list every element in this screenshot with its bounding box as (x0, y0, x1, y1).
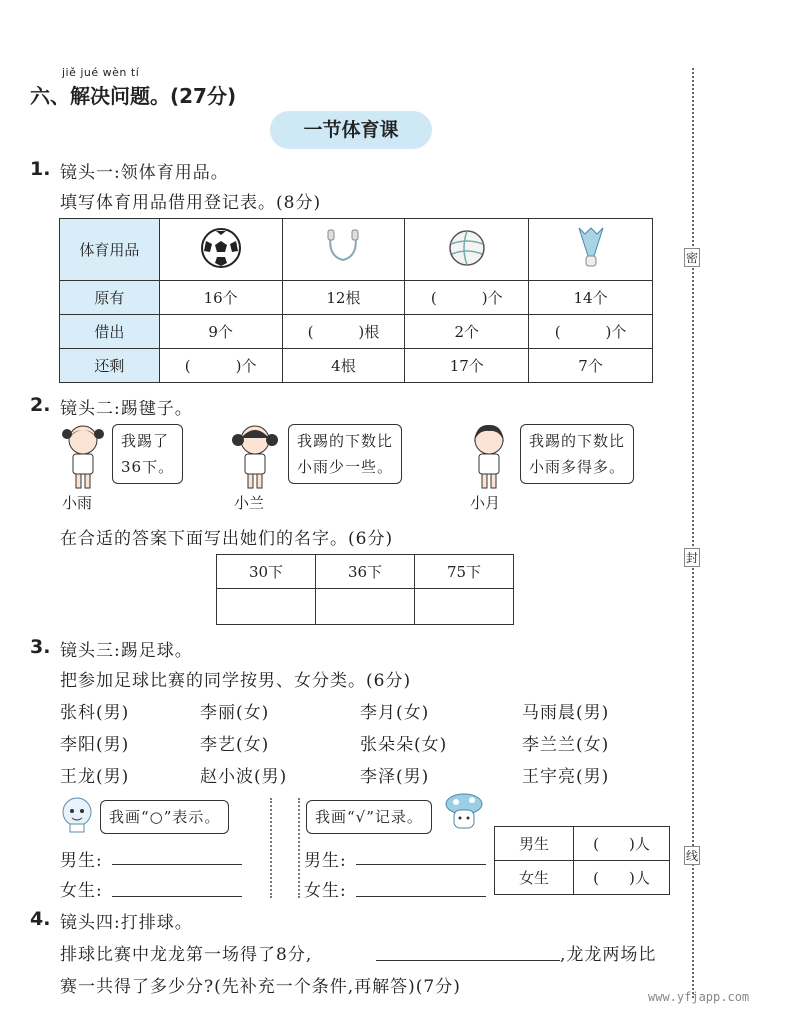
bubble-line: 36下。 (121, 458, 175, 476)
name-answer-cell[interactable] (415, 589, 514, 625)
topic-banner: 一节体育课 (270, 111, 432, 149)
margin-label-feng: 封 (684, 548, 700, 567)
q1-subtitle: 填写体育用品借用登记表。(8分) (60, 193, 322, 213)
bubble-line: 小雨多得多。 (529, 458, 626, 476)
speech-bubble-xiaoyue (520, 424, 634, 484)
table-cell: 17个 (405, 349, 529, 383)
q3-instruction: 把参加足球比赛的同学按男、女分类。(6分) (60, 671, 412, 691)
bubble-line: 小雨少一些。 (297, 458, 394, 476)
student-name: 李丽(女) (200, 703, 270, 723)
girl-name: 小兰 (234, 494, 265, 512)
student-name: 张朵朵(女) (360, 735, 448, 755)
student-name: 张科(男) (60, 703, 130, 723)
student-name: 王龙(男) (60, 767, 130, 787)
speech-bubble-xiaolan (288, 424, 402, 484)
girl-xiaoyu-illustration (56, 420, 110, 494)
male-label: 男生: (60, 851, 103, 871)
student-name: 李月(女) (360, 703, 430, 723)
answer-blank[interactable]: ( )个 (405, 281, 529, 315)
female-label: 女生: (304, 881, 347, 901)
volleyball-icon (405, 219, 529, 281)
watermark: www.yfjapp.com (648, 990, 750, 1004)
name-answer-cell[interactable] (217, 589, 316, 625)
student-name: 李阳(男) (60, 735, 130, 755)
row-label: 还剩 (60, 349, 160, 383)
soccer-ball-icon (159, 219, 282, 281)
panel-divider (298, 798, 300, 898)
q3-title: 镜头三:踢足球。 (60, 641, 193, 661)
option-cell: 36下 (316, 555, 415, 589)
girl-xiaoyue-illustration (462, 420, 516, 494)
table-cell: 4根 (282, 349, 405, 383)
table-header-cell: 体育用品 (60, 219, 160, 281)
answer-blank[interactable]: ( )个 (159, 349, 282, 383)
table-cell: 2个 (405, 315, 529, 349)
count-blank[interactable]: ( )人 (574, 861, 670, 895)
bubble-line: 我踢的下数比 (297, 432, 394, 450)
q4-number: 4. (30, 908, 51, 930)
q4-line2: 赛一共得了多少分?(先补充一个条件,再解答)(7分) (60, 977, 461, 997)
row-label: 借出 (60, 315, 160, 349)
answer-blank[interactable]: ( )个 (529, 315, 653, 349)
female-tally-line[interactable] (356, 896, 486, 897)
female-answer-line[interactable] (112, 896, 242, 897)
student-name: 李艺(女) (200, 735, 270, 755)
gender-count-table (494, 826, 670, 895)
q4-line1-end: ,龙龙两场比 (560, 945, 657, 965)
q2-instruction: 在合适的答案下面写出她们的名字。(6分) (60, 529, 394, 549)
q1-title: 镜头一:领体育用品。 (60, 163, 229, 183)
kick-count-table (216, 554, 514, 625)
count-blank[interactable]: ( )人 (574, 827, 670, 861)
student-name: 李泽(男) (360, 767, 430, 787)
q2-number: 2. (30, 394, 51, 416)
jump-rope-icon (282, 219, 405, 281)
option-cell: 30下 (217, 555, 316, 589)
table-cell: 16个 (159, 281, 282, 315)
bubble-check-method: 我画“√”记录。 (306, 800, 432, 834)
table-cell: 9个 (159, 315, 282, 349)
name-answer-cell[interactable] (316, 589, 415, 625)
bubble-line: 我踢了 (121, 432, 170, 450)
q3-number: 3. (30, 636, 51, 658)
female-label: 女生: (60, 881, 103, 901)
girl-xiaolan-illustration (228, 420, 282, 494)
q4-line1: 排球比赛中龙龙第一场得了8分, (60, 945, 313, 965)
section-title: 六、解决问题。(27分) (30, 84, 237, 108)
student-name: 李兰兰(女) (522, 735, 610, 755)
q2-title: 镜头二:踢毽子。 (60, 399, 193, 419)
answer-blank[interactable]: ( )根 (282, 315, 405, 349)
gender-label: 男生 (495, 827, 574, 861)
bubble-circle-method: 我画“○”表示。 (100, 800, 229, 834)
student-name: 王宇亮(男) (522, 767, 610, 787)
mascot-left-icon (56, 794, 98, 838)
table-cell: 14个 (529, 281, 653, 315)
table-cell: 7个 (529, 349, 653, 383)
male-tally-line[interactable] (356, 864, 486, 865)
margin-label-mi: 密 (684, 248, 700, 267)
girl-name: 小月 (470, 494, 501, 512)
q1-number: 1. (30, 158, 51, 180)
student-name: 赵小波(男) (200, 767, 288, 787)
margin-label-xian: 线 (684, 846, 700, 865)
student-name: 马雨晨(男) (522, 703, 610, 723)
speech-bubble-xiaoyu (112, 424, 183, 484)
shuttlecock-icon (529, 219, 653, 281)
q4-title: 镜头四:打排球。 (60, 913, 193, 933)
girl-name: 小雨 (62, 494, 93, 512)
male-label: 男生: (304, 851, 347, 871)
table-cell: 12根 (282, 281, 405, 315)
row-label: 原有 (60, 281, 160, 315)
condition-answer-line[interactable] (376, 960, 560, 961)
male-answer-line[interactable] (112, 864, 242, 865)
mascot-right-icon (442, 792, 486, 836)
gender-label: 女生 (495, 861, 574, 895)
option-cell: 75下 (415, 555, 514, 589)
borrow-table (59, 218, 653, 383)
panel-divider (270, 798, 272, 898)
bubble-line: 我踢的下数比 (529, 432, 626, 450)
section-pinyin: jiě jué wèn tí (62, 66, 140, 79)
